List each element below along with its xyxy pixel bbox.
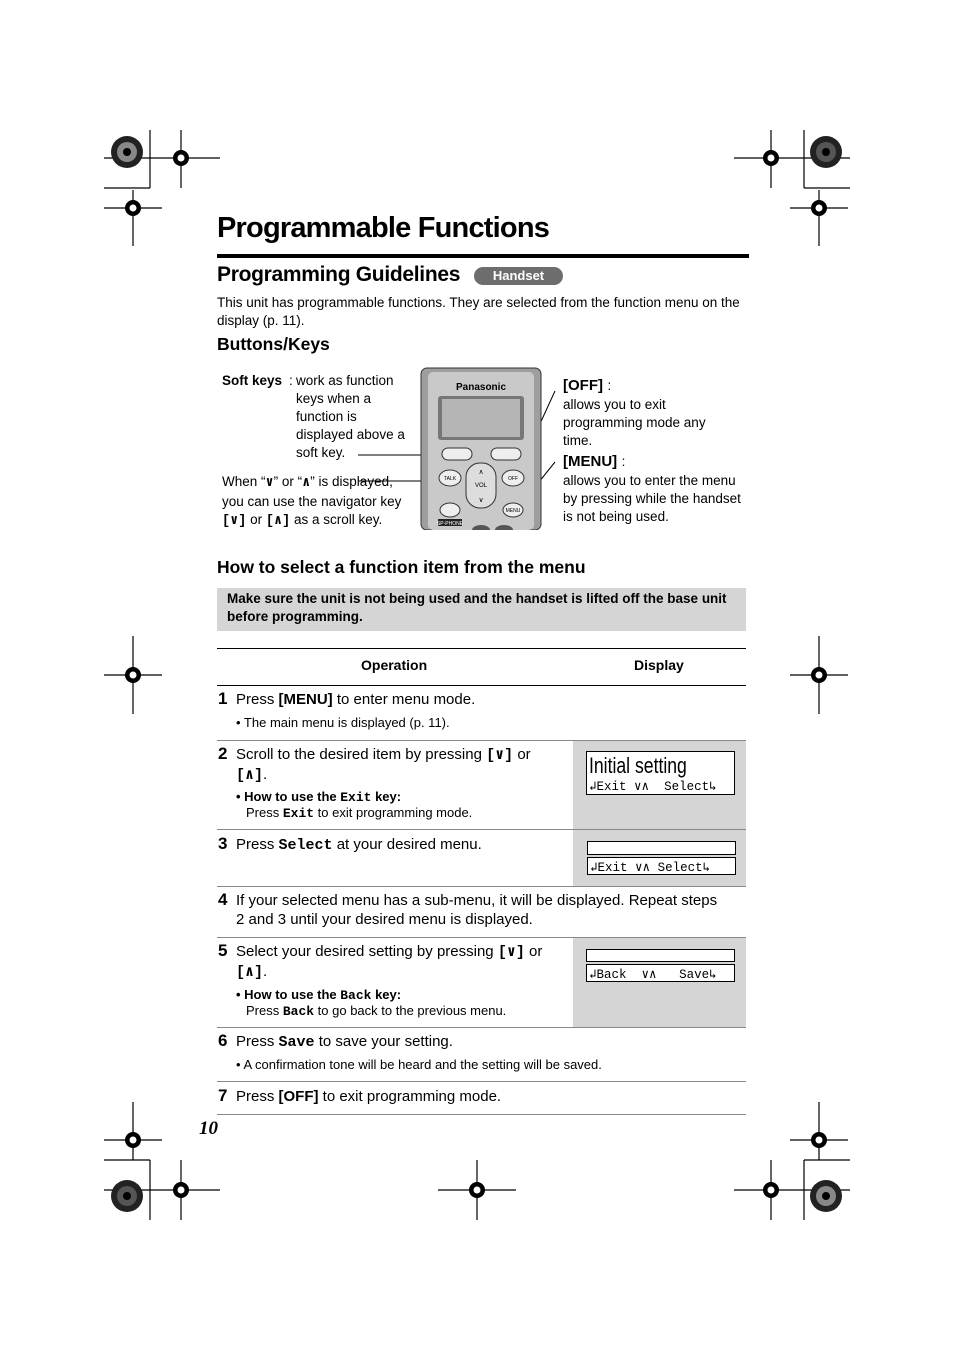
step-bullet: • The main menu is displayed (p. 11).	[236, 715, 450, 730]
step-bullet: • How to use the Back key:	[236, 987, 402, 1003]
step-text: Select your desired setting by pressing [∨] or [∧].	[236, 943, 543, 981]
table-rule	[217, 1081, 746, 1082]
step-subtext: Press Exit to exit programming mode.	[246, 805, 473, 821]
column-operation: Operation	[361, 657, 428, 673]
svg-text:VOL: VOL	[474, 483, 488, 489]
table-rule	[217, 648, 746, 649]
lcd-display-top-line	[587, 841, 736, 855]
precaution-note: Make sure the unit is not being used and the handset is lifted off the base unit before programming.	[217, 588, 746, 631]
step-text: Press [OFF] to exit programming mode.	[236, 1088, 502, 1105]
svg-text:SP-PHONE: SP-PHONE	[436, 521, 464, 527]
soft-keys-colon: :	[289, 373, 293, 388]
off-key-desc: allows you to exit programming mode any time.	[563, 397, 706, 448]
svg-text:OFF: OFF	[508, 476, 518, 482]
title-rule	[217, 254, 749, 258]
soft-keys-desc: work as function keys when a function is displayed above a soft key.	[296, 373, 405, 460]
step-bullet: • How to use the Exit key:	[236, 789, 402, 805]
step-number: 2	[218, 744, 228, 763]
step-number: 3	[218, 834, 228, 853]
step-text: Press [MENU] to enter menu mode.	[236, 691, 476, 708]
step-number: 4	[218, 890, 228, 909]
soft-keys-label: Soft keys	[222, 373, 283, 388]
step-text: Press Save to save your setting.	[236, 1033, 453, 1051]
svg-text:MENU: MENU	[505, 508, 521, 514]
step-bullet: • A confirmation tone will be heard and the setting will be saved.	[236, 1057, 602, 1072]
lcd-display-top-line	[586, 949, 735, 962]
table-rule	[217, 886, 746, 887]
step-text: Press Select at your desired menu.	[236, 836, 482, 854]
column-display: Display	[634, 657, 684, 673]
step-subtext: Press Back to go back to the previous menu.	[246, 1003, 507, 1019]
navigator-desc: When “∨” or “∧” is displayed, you can use the navigator key [∨] or [∧] as a scroll key.	[222, 474, 402, 529]
step-text: Scroll to the desired item by pressing [∨] or [∧].	[236, 746, 531, 784]
step-number: 1	[218, 689, 228, 708]
svg-text:TALK: TALK	[443, 476, 457, 482]
step-number: 6	[218, 1031, 228, 1050]
page-number: 10	[199, 1118, 218, 1139]
lcd-display-select: ↲Exit ∨∧ Select↳	[587, 857, 736, 875]
menu-key-label: [MENU] :	[563, 453, 626, 470]
intro-text: This unit has programmable functions. They are selected from the function menu on the display (p. 11).	[217, 295, 740, 328]
handset-illustration	[358, 366, 558, 530]
buttons-keys-heading: Buttons/Keys	[217, 334, 330, 354]
lcd-display-save: ↲Back ∨∧ Save↳	[586, 964, 735, 982]
svg-text:Panasonic: Panasonic	[455, 382, 507, 393]
step-number: 5	[218, 941, 228, 960]
page-title: Programmable Functions	[217, 212, 550, 244]
lcd-display-main-menu: Initial setting ↲Exit ∨∧ Select↳	[586, 751, 735, 795]
step-number: 7	[218, 1086, 228, 1105]
menu-key-desc: allows you to enter the menu by pressing while the handset is not being used.	[563, 473, 741, 524]
table-rule	[217, 685, 746, 686]
table-rule	[217, 1027, 746, 1028]
off-key-label: [OFF] :	[563, 377, 612, 394]
step-text: If your selected menu has a sub-menu, it will be displayed. Repeat steps 2 and 3 until your desired menu is displayed.	[236, 892, 718, 928]
table-rule	[217, 1114, 746, 1115]
section-title: Programming Guidelines	[217, 263, 461, 286]
handset-badge: Handset	[474, 267, 563, 285]
svg-text:∨: ∨	[478, 497, 484, 504]
how-to-heading: How to select a function item from the menu	[217, 557, 586, 577]
svg-text:∧: ∧	[478, 469, 484, 476]
